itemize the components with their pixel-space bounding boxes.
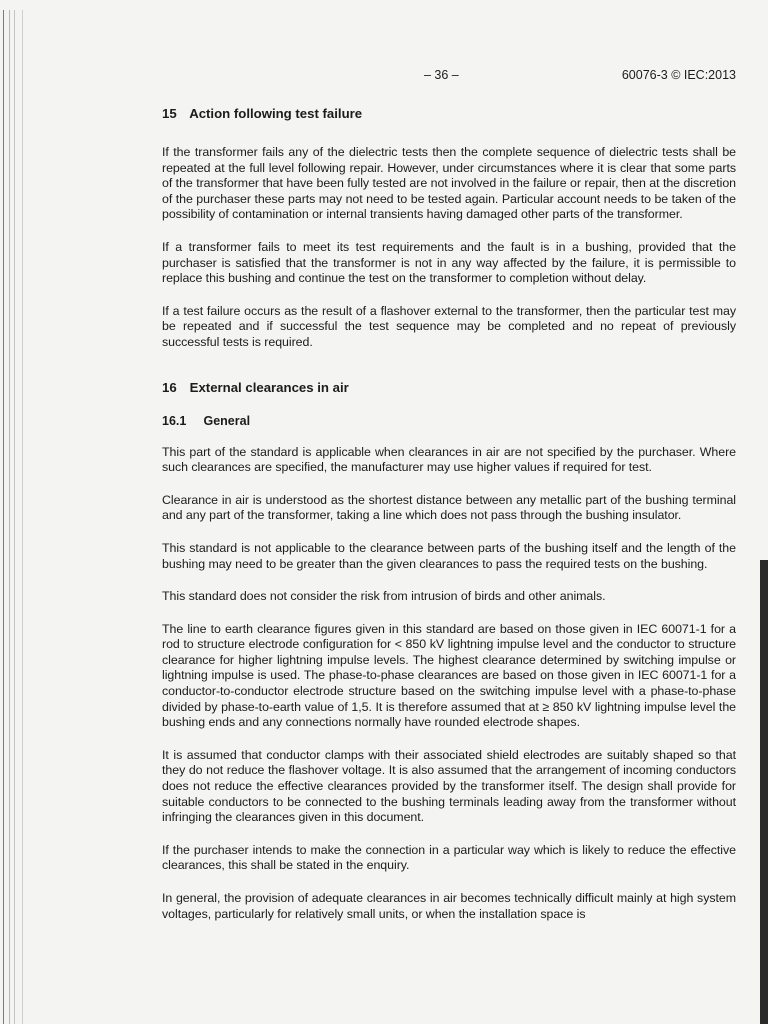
page-number: – 36 – <box>424 68 459 82</box>
section-number: 15 <box>162 106 177 121</box>
paragraph: If the purchaser intends to make the connection in a particular way which is likely to reduce the effective clearances, this shall be stated in the enquiry. <box>162 842 736 873</box>
scan-edge-shadow <box>760 560 768 1024</box>
document-body <box>162 106 736 922</box>
section-number: 16 <box>162 379 177 395</box>
section-heading-16 <box>162 380 736 395</box>
section-title: Action following test failure <box>189 106 363 121</box>
paragraph: If the transformer fails any of the dielectric tests then the complete sequence of dielectric tests shall be repeated at the full level following repair. However, under circumstances where it is clear that some parts of the transformer that have been fully tested are not involved in the failure or repair, then at the discretion of the purchaser these parts may not need to be tested again. Particular account needs to be taken of the possibility of contamination or internal transients having damaged other parts of the transformer. <box>162 145 736 222</box>
paragraph: The line to earth clearance figures given in this standard are based on those given in IEC 60071-1 for a rod to structure electrode configuration for < 850 kV lightning impulse level and the conductor to structure clearance for higher lightning impulse levels. The highest clearance determined by switching impulse or lightning impulse is used. The phase-to-phase clearances are based on those given in IEC 60071-1 for a conductor-to-conductor electrode structure based on the switching impulse level with a phase-to-phase divided by phase-to-earth value of 1,5. It is therefore assumed that at ≥ 850 kV lightning impulse level the bushing ends and any connections normally have rounded electrode shapes. <box>162 621 736 730</box>
scan-binding-edge <box>0 0 30 1024</box>
subsection-title: General <box>203 413 251 428</box>
paragraph: This standard does not consider the risk from intrusion of birds and other animals. <box>162 589 606 604</box>
section-heading-15 <box>162 106 736 121</box>
paragraph: It is assumed that conductor clamps with their associated shield electrodes are suitably shaped so that they do not reduce the flashover voltage. It is also assumed that the arrangement of incoming conductors does not reduce the effective clearances provided by the transformer itself. The design shall provide for suitable conductors to be connected to the bushing terminals leading away from the transformer without infringing the clearances given in this document. <box>162 747 736 825</box>
paragraph: This part of the standard is applicable when clearances in air are not specified by the purchaser. Where such clearances are specified, the manufacturer may use higher values if required for test. <box>162 444 736 475</box>
section-title: External clearances in air <box>189 379 349 395</box>
paragraph: Clearance in air is understood as the shortest distance between any metallic part of the bushing terminal and any part of the transformer, taking a line which does not pass through the bushing insulator. <box>162 492 736 523</box>
subsection-number: 16.1 <box>162 413 187 428</box>
page-header <box>162 68 736 88</box>
standard-reference: 60076-3 © IEC:2013 <box>621 68 736 82</box>
paragraph: If a test failure occurs as the result of a flashover external to the transformer, then the particular test may be repeated and if successful the test sequence may be completed and no repeat of previously successful tests is required. <box>162 303 736 349</box>
subsection-heading-16-1 <box>162 414 736 428</box>
paragraph: This standard is not applicable to the clearance between parts of the bushing itself and the length of the bushing may need to be greater than the given clearances to pass the required tests on the bushing. <box>162 540 736 571</box>
paragraph: In general, the provision of adequate clearances in air becomes technically difficult mainly at high system voltages, particularly for relatively small units, or when the installation space is <box>162 891 736 921</box>
paragraph: If a transformer fails to meet its test requirements and the fault is in a bushing, provided that the purchaser is satisfied that the transformer is not in any way affected by the failure, it is permissible to replace this bushing and continue the test on the transformer to completion without delay. <box>162 239 736 286</box>
